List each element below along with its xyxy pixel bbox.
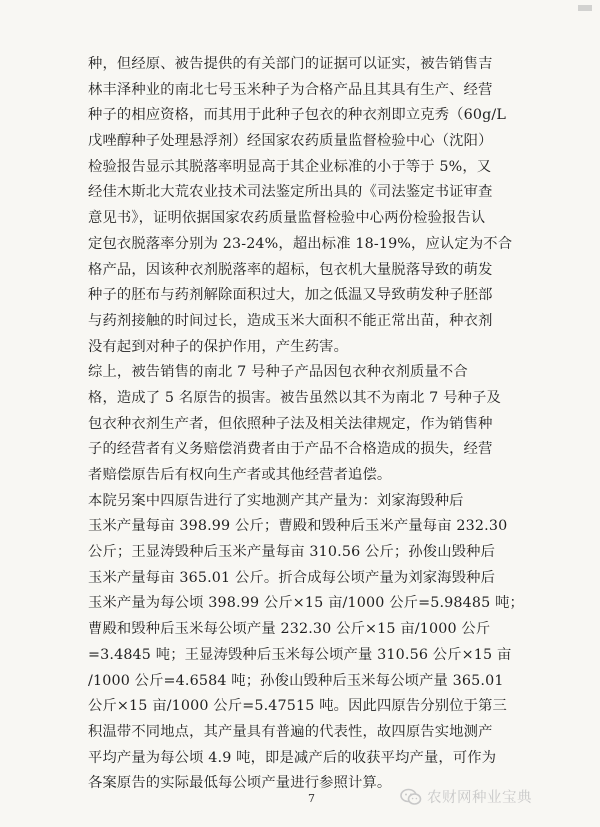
watermark — [400, 786, 532, 807]
text-line: 积温带不同地点，其产量具有普遍的代表性，故四原告实地测产 — [88, 723, 493, 740]
text-line: 格产品，因该种衣剂脱落率的超标，包衣机大量脱落导致的萌发 — [88, 261, 493, 278]
text-line: 子的经营者有义务赔偿消费者由于产品不合格造成的损失，经营 — [88, 441, 493, 458]
text-line: 各案原告的实际最低每公顷产量进行参照计算。 — [88, 775, 392, 792]
text-line: 种，但经原、被告提供的有关部门的证据可以证实，被告销售吉 — [88, 56, 493, 72]
text-line: 玉米产量每亩 398.99 公斤；曹殿和毁种后玉米产量每亩 232.30 — [88, 518, 508, 535]
text-line: 种子的胚布与药剂解除面积过大，加之低温又导致萌发种子胚部 — [88, 287, 493, 304]
text-line: 定包衣脱落率分别为 23-24%，超出标准 18-19%，应认定为不合 — [88, 235, 513, 252]
text-line: 与药剂接触的时间过长，造成玉米大面积不能正常出苗，种衣剂 — [88, 312, 493, 329]
text-line: 曹殿和毁种后玉米每公顷产量 232.30 公斤×15 亩/1000 公斤 — [88, 621, 491, 638]
text-line: 意见书》，证明依据国家农药质量监督检验中心两份检验报告认 — [88, 210, 486, 227]
text-line: 者赔偿原告后有权向生产者或其他经营者追偿。 — [88, 467, 392, 483]
text-line: 平均产量为每公顷 4.9 吨，即是减产后的收获平均产量，可作为 — [88, 749, 497, 766]
text-line: 没有起到对种子的保护作用，产生药害。 — [88, 338, 349, 355]
text-line: 玉米产量每亩 365.01 公斤。折合成每公顷产量为刘家海毁种后 — [88, 569, 496, 586]
text-line: 格，造成了 5 名原告的损害。被告虽然以其不为南北 7 号种子及 — [88, 389, 501, 406]
text-line: 玉米产量为每公顷 398.99 公斤×15 亩/1000 公斤=5.98485 吨； — [88, 595, 524, 612]
text-line: /1000 公斤=4.6584 吨；孙俊山毁种后玉米每公顷产量 365.01 — [88, 672, 504, 689]
text-line: =3.4845 吨；王显涛毁种后玉米每公顷产量 310.56 公斤×15 亩 — [88, 646, 512, 663]
text-line: 检验报告显示其脱落率明显高于其企业标准的小于等于 5%，又 — [88, 158, 492, 175]
text-line: 林丰泽种业的南北七号玉米种子为合格产品且其具有生产、经营 — [88, 81, 493, 98]
text-line: 综上，被告销售的南北 7 号种子产品因包衣种衣剂质量不合 — [88, 364, 468, 381]
watermark-text: 农财网种业宝典 — [427, 790, 532, 806]
text-line: 公斤；王显涛毁种后玉米产量每亩 310.56 公斤；孙俊山毁种后 — [88, 544, 496, 561]
text-line: 包衣种衣剂生产者，但依照种子法及相关法律规定，作为销售种 — [88, 415, 493, 432]
corner-mark — [578, 5, 592, 11]
text-line: 公斤×15 亩/1000 公斤=5.47515 吨。因此四原告分别位于第三 — [88, 698, 507, 715]
wechat-icon — [400, 788, 422, 806]
text-line: 经佳木斯北大荒农业技术司法鉴定所出具的《司法鉴定书证审查 — [88, 184, 493, 201]
text-line: 种子的相应资格，而其用于此种子包衣的种衣剂即立克秀（60g/L — [88, 107, 507, 124]
page-number: 7 — [308, 792, 315, 805]
document-body — [88, 52, 538, 797]
text-line: 本院另案中四原告进行了实地测产其产量为：刘家海毁种后 — [88, 492, 464, 509]
text-line: 戊唑醇种子处理悬浮剂）经国家农药质量监督检验中心（沈阳） — [88, 133, 493, 150]
